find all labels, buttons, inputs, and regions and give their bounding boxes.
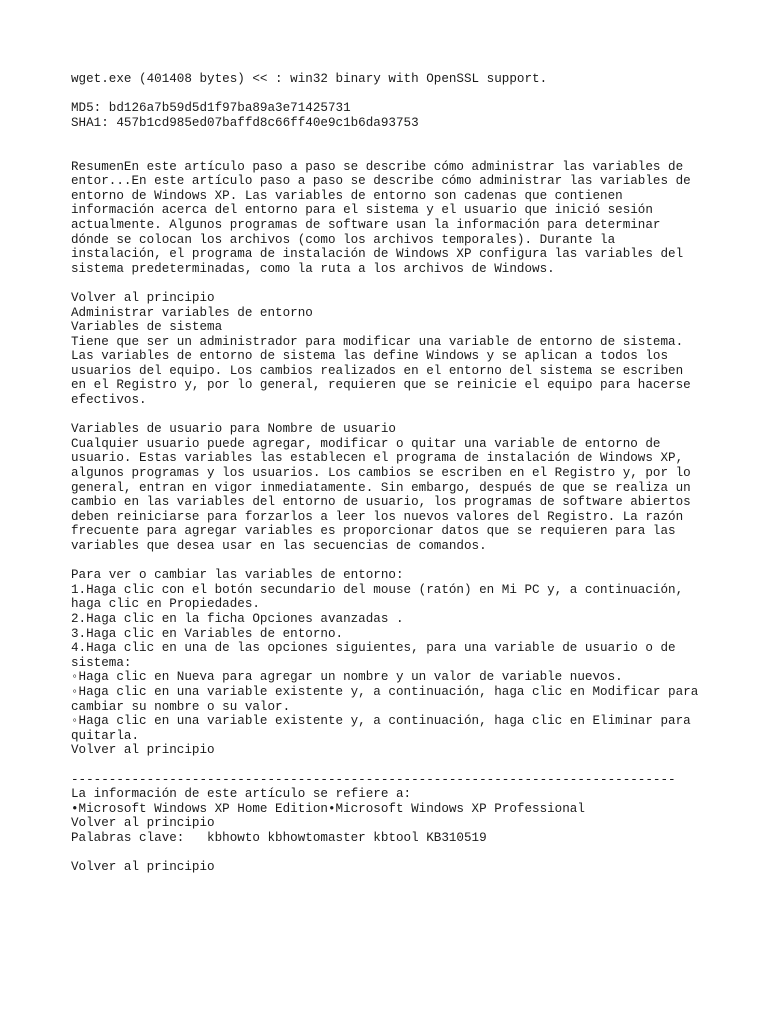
back-to-top-link[interactable]: Volver al principio — [71, 290, 215, 305]
document-page — [71, 72, 731, 875]
steps-intro: Para ver o cambiar las variables de entorno: — [71, 568, 404, 583]
back-to-top-link[interactable]: Volver al principio — [71, 860, 215, 875]
body-line: efectivos. — [71, 393, 147, 408]
steps-list — [71, 583, 731, 744]
body-line: variables que desea usar en las secuencias de comandos. — [71, 539, 487, 553]
keywords-line: Palabras clave: kbhowto kbhowtomaster kbtool KB310519 — [71, 830, 487, 845]
step-line: 2.Haga clic en la ficha Opciones avanzadas . — [71, 611, 404, 626]
summary-paragraph — [71, 160, 731, 277]
section-subheading: Variables de usuario para Nombre de usuario — [71, 422, 396, 437]
applies-to-label: La información de este artículo se refiere a: — [71, 787, 412, 802]
summary-line: sistema predeterminadas, como la ruta a los archivos de Windows. — [71, 261, 555, 276]
summary-line: información acerca del entorno para el sistema y el usuario que inició sesión — [71, 203, 653, 218]
step-line: ◦Haga clic en una variable existente y, a continuación, haga clic en Modificar para — [71, 684, 699, 699]
body-line: Cualquier usuario puede agregar, modificar o quitar una variable de entorno de — [71, 436, 661, 451]
step-line: 3.Haga clic en Variables de entorno. — [71, 626, 344, 641]
section-subheading: Variables de sistema — [71, 320, 223, 335]
summary-line: ResumenEn este artículo paso a paso se describe cómo administrar las variables de — [71, 159, 684, 174]
body-line: deben reiniciarse para forzarlos a leer los nuevos valores del Registro. La razón — [71, 509, 684, 524]
body-line: general, entran en vigor inmediatamente. Sin embargo, después de que se realiza un — [71, 480, 691, 495]
step-line: cambiar su nombre o su valor. — [71, 699, 291, 714]
body-line: algunos programas y los usuarios. Los cambios se escriben en el Registro y, por lo — [71, 466, 691, 481]
body-line: frecuente para agregar variables es proporcionar datos que se requieren para las — [71, 524, 676, 539]
summary-line: entor...En este artículo paso a paso se describe cómo administrar las variables de — [71, 174, 691, 189]
summary-line: entorno de Windows XP. Las variables de entorno son cadenas que contienen — [71, 188, 623, 203]
separator-line: -------------------------------------------------------------------------------- — [71, 772, 676, 787]
section-heading: Administrar variables de entorno — [71, 305, 313, 320]
summary-line: instalación, el programa de instalación de Windows XP configura las variables del — [71, 247, 684, 262]
step-line: ◦Haga clic en una variable existente y, a continuación, haga clic en Eliminar para — [71, 714, 691, 729]
step-line: haga clic en Propiedades. — [71, 597, 260, 612]
step-line: quitarla. — [71, 728, 140, 743]
back-to-top-link[interactable]: Volver al principio — [71, 743, 215, 758]
step-line: ◦Haga clic en Nueva para agregar un nombre y un valor de variable nuevos. — [71, 670, 623, 685]
back-to-top-link[interactable]: Volver al principio — [71, 816, 215, 831]
summary-line: dónde se colocan los archivos (como los archivos temporales). Durante la — [71, 232, 616, 247]
body-line: en el Registro y, por lo general, requieren que se reinicie el equipo para hacerse — [71, 378, 691, 393]
summary-line: actualmente. Algunos programas de software usan la información para determinar — [71, 217, 661, 232]
body-line: usuarios del equipo. Los cambios realizados en el entorno del sistema se escriben — [71, 363, 684, 378]
step-line: sistema: — [71, 655, 132, 670]
body-line: usuario. Estas variables las establecen el programa de instalación de Windows XP, — [71, 451, 684, 466]
system-variables-paragraph — [71, 335, 731, 408]
md5-line: MD5: bd126a7b59d5d1f97ba89a3e71425731 — [71, 101, 351, 116]
body-line: Las variables de entorno de sistema las define Windows y se aplican a todos los — [71, 349, 669, 364]
wget-line: wget.exe (401408 bytes) << : win32 binary with OpenSSL support. — [71, 72, 548, 86]
body-line: cambio en las variables del entorno de usuario, los programas de software abiertos — [71, 495, 691, 510]
step-line: 1.Haga clic con el botón secundario del mouse (ratón) en Mi PC y, a continuación, — [71, 582, 684, 597]
user-variables-paragraph — [71, 437, 731, 554]
sha1-line: SHA1: 457b1cd985ed07baffd8c66ff40e9c1b6da93753 — [71, 115, 419, 130]
step-line: 4.Haga clic en una de las opciones siguientes, para una variable de usuario o de — [71, 641, 676, 656]
products-list: •Microsoft Windows XP Home Edition•Microsoft Windows XP Professional — [71, 801, 585, 816]
body-line: Tiene que ser un administrador para modificar una variable de entorno de sistema. — [71, 334, 684, 349]
